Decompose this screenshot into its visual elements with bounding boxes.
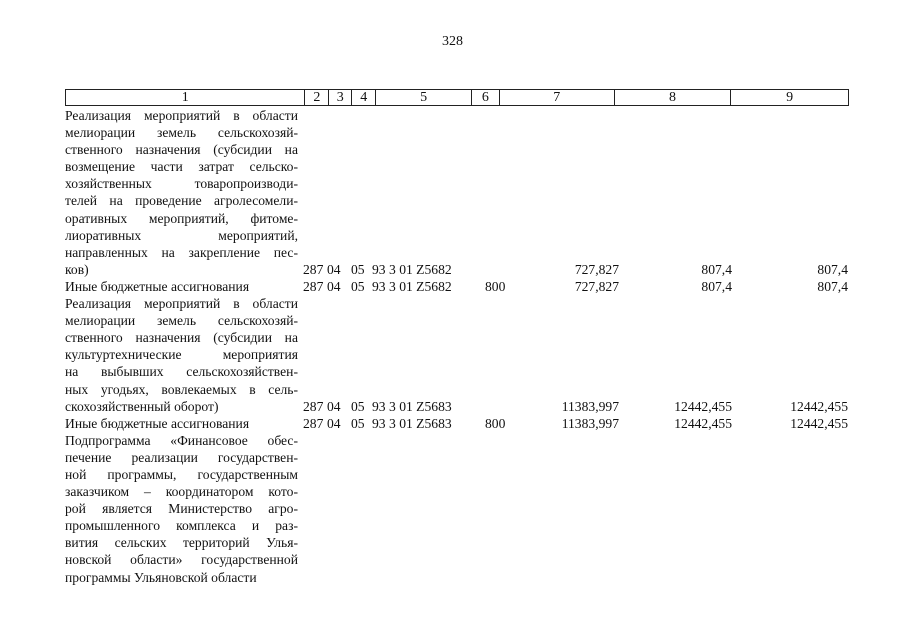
cell-c8: 807,4 (701, 279, 732, 295)
header-col-7: 7 (500, 90, 615, 105)
row-values (65, 398, 865, 415)
cell-c9: 12442,455 (790, 398, 848, 414)
cell-c2: 287 (303, 415, 324, 431)
header-col-8: 8 (615, 90, 732, 105)
row-name-line: оративных мероприятий, фитоме- (65, 210, 298, 226)
cell-c3: 04 (327, 279, 341, 295)
row-name-line: возмещение части затрат сельско- (65, 159, 298, 175)
row-values (65, 278, 865, 295)
row-name-line: ственного назначения (субсидии на (65, 142, 298, 158)
cell-c4: 05 (351, 398, 365, 414)
table-row (65, 278, 865, 295)
cell-c9: 807,4 (817, 279, 848, 295)
table-body (65, 107, 865, 586)
cell-c6: 800 (485, 415, 506, 431)
cell-c9: 807,4 (817, 261, 848, 277)
row-name-line: мелиорации земель сельскохозяй- (65, 313, 298, 329)
row-name-line: вития сельских территорий Улья- (65, 535, 298, 551)
row-name-line: лиоративных мероприятий, (65, 227, 298, 243)
cell-c2: 287 (303, 261, 324, 277)
table-row (65, 432, 865, 586)
cell-c3: 04 (327, 415, 341, 431)
row-name-line: ственного назначения (субсидии на (65, 330, 298, 346)
cell-c8: 807,4 (701, 261, 732, 277)
cell-c7: 11383,997 (561, 398, 619, 414)
header-col-9: 9 (786, 90, 794, 105)
row-name-line: телей на проведение агролесомели- (65, 193, 298, 209)
row-name-line: новской области» государственной (65, 552, 298, 568)
cell-c5: 93 3 01 Z5683 (372, 415, 452, 431)
row-name-line: на выбывших сельскохозяйствен- (65, 364, 298, 380)
row-name-line: Реализация мероприятий в области (65, 296, 298, 312)
row-name-line: направленных на закрепление пес- (65, 244, 298, 260)
cell-c4: 05 (351, 415, 365, 431)
header-col-4: 4 (352, 90, 376, 105)
cell-c7: 11383,997 (561, 415, 619, 431)
cell-c9: 12442,455 (790, 415, 848, 431)
cell-c7: 727,827 (574, 279, 619, 295)
row-name (65, 107, 298, 278)
cell-c2: 287 (303, 279, 324, 295)
table-row (65, 107, 865, 278)
cell-c4: 05 (351, 279, 365, 295)
cell-c5: 93 3 01 Z5682 (372, 279, 452, 295)
row-name-line: печение реализации государствен- (65, 449, 298, 465)
header-col-2: 2 (305, 90, 329, 105)
page-number: 328 (442, 34, 463, 49)
row-name-line: хозяйственных товаропроизводи- (65, 176, 298, 192)
row-name-line: ной программы, государственным (65, 466, 298, 482)
header-col-5: 5 (376, 90, 472, 105)
row-values (65, 261, 865, 278)
row-name-line: Иные бюджетные ассигнования (65, 278, 250, 294)
cell-c3: 04 (327, 261, 341, 277)
row-name-line: культуртехнические мероприятия (65, 347, 298, 363)
row-name-line: рой является Министерство агро- (65, 501, 298, 517)
row-name-line: промышленного комплекса и раз- (65, 518, 298, 534)
row-name (65, 432, 298, 586)
cell-c5: 93 3 01 Z5682 (372, 261, 452, 277)
table-row (65, 295, 865, 415)
table-row (65, 415, 865, 432)
cell-c8: 12442,455 (674, 415, 732, 431)
row-name-line: Иные бюджетные ассигнования (65, 415, 250, 431)
cell-c6: 800 (485, 279, 506, 295)
cell-c8: 12442,455 (674, 398, 732, 414)
row-name-line: программы Ульяновской области (65, 569, 257, 585)
row-values (65, 415, 865, 432)
table-header (65, 89, 849, 106)
row-name-line: заказчиком – координатором кото- (65, 484, 298, 500)
row-name-line: Подпрограмма «Финансовое обес- (65, 432, 298, 448)
row-name-line: скохозяйственный оборот) (65, 398, 219, 414)
row-name-line: ков) (65, 261, 89, 277)
header-col-3: 3 (329, 90, 352, 105)
cell-c7: 727,827 (574, 261, 619, 277)
row-name-line: мелиорации земель сельскохозяй- (65, 125, 298, 141)
cell-c2: 287 (303, 398, 324, 414)
row-name-line: Реализация мероприятий в области (65, 108, 298, 123)
header-col-6: 6 (472, 90, 500, 105)
cell-c3: 04 (327, 398, 341, 414)
cell-c4: 05 (351, 261, 365, 277)
cell-c5: 93 3 01 Z5683 (372, 398, 452, 414)
row-values (65, 569, 865, 586)
row-name-line: ных угодьях, вовлекаемых в сель- (65, 381, 298, 397)
header-col-1: 1 (66, 90, 305, 105)
